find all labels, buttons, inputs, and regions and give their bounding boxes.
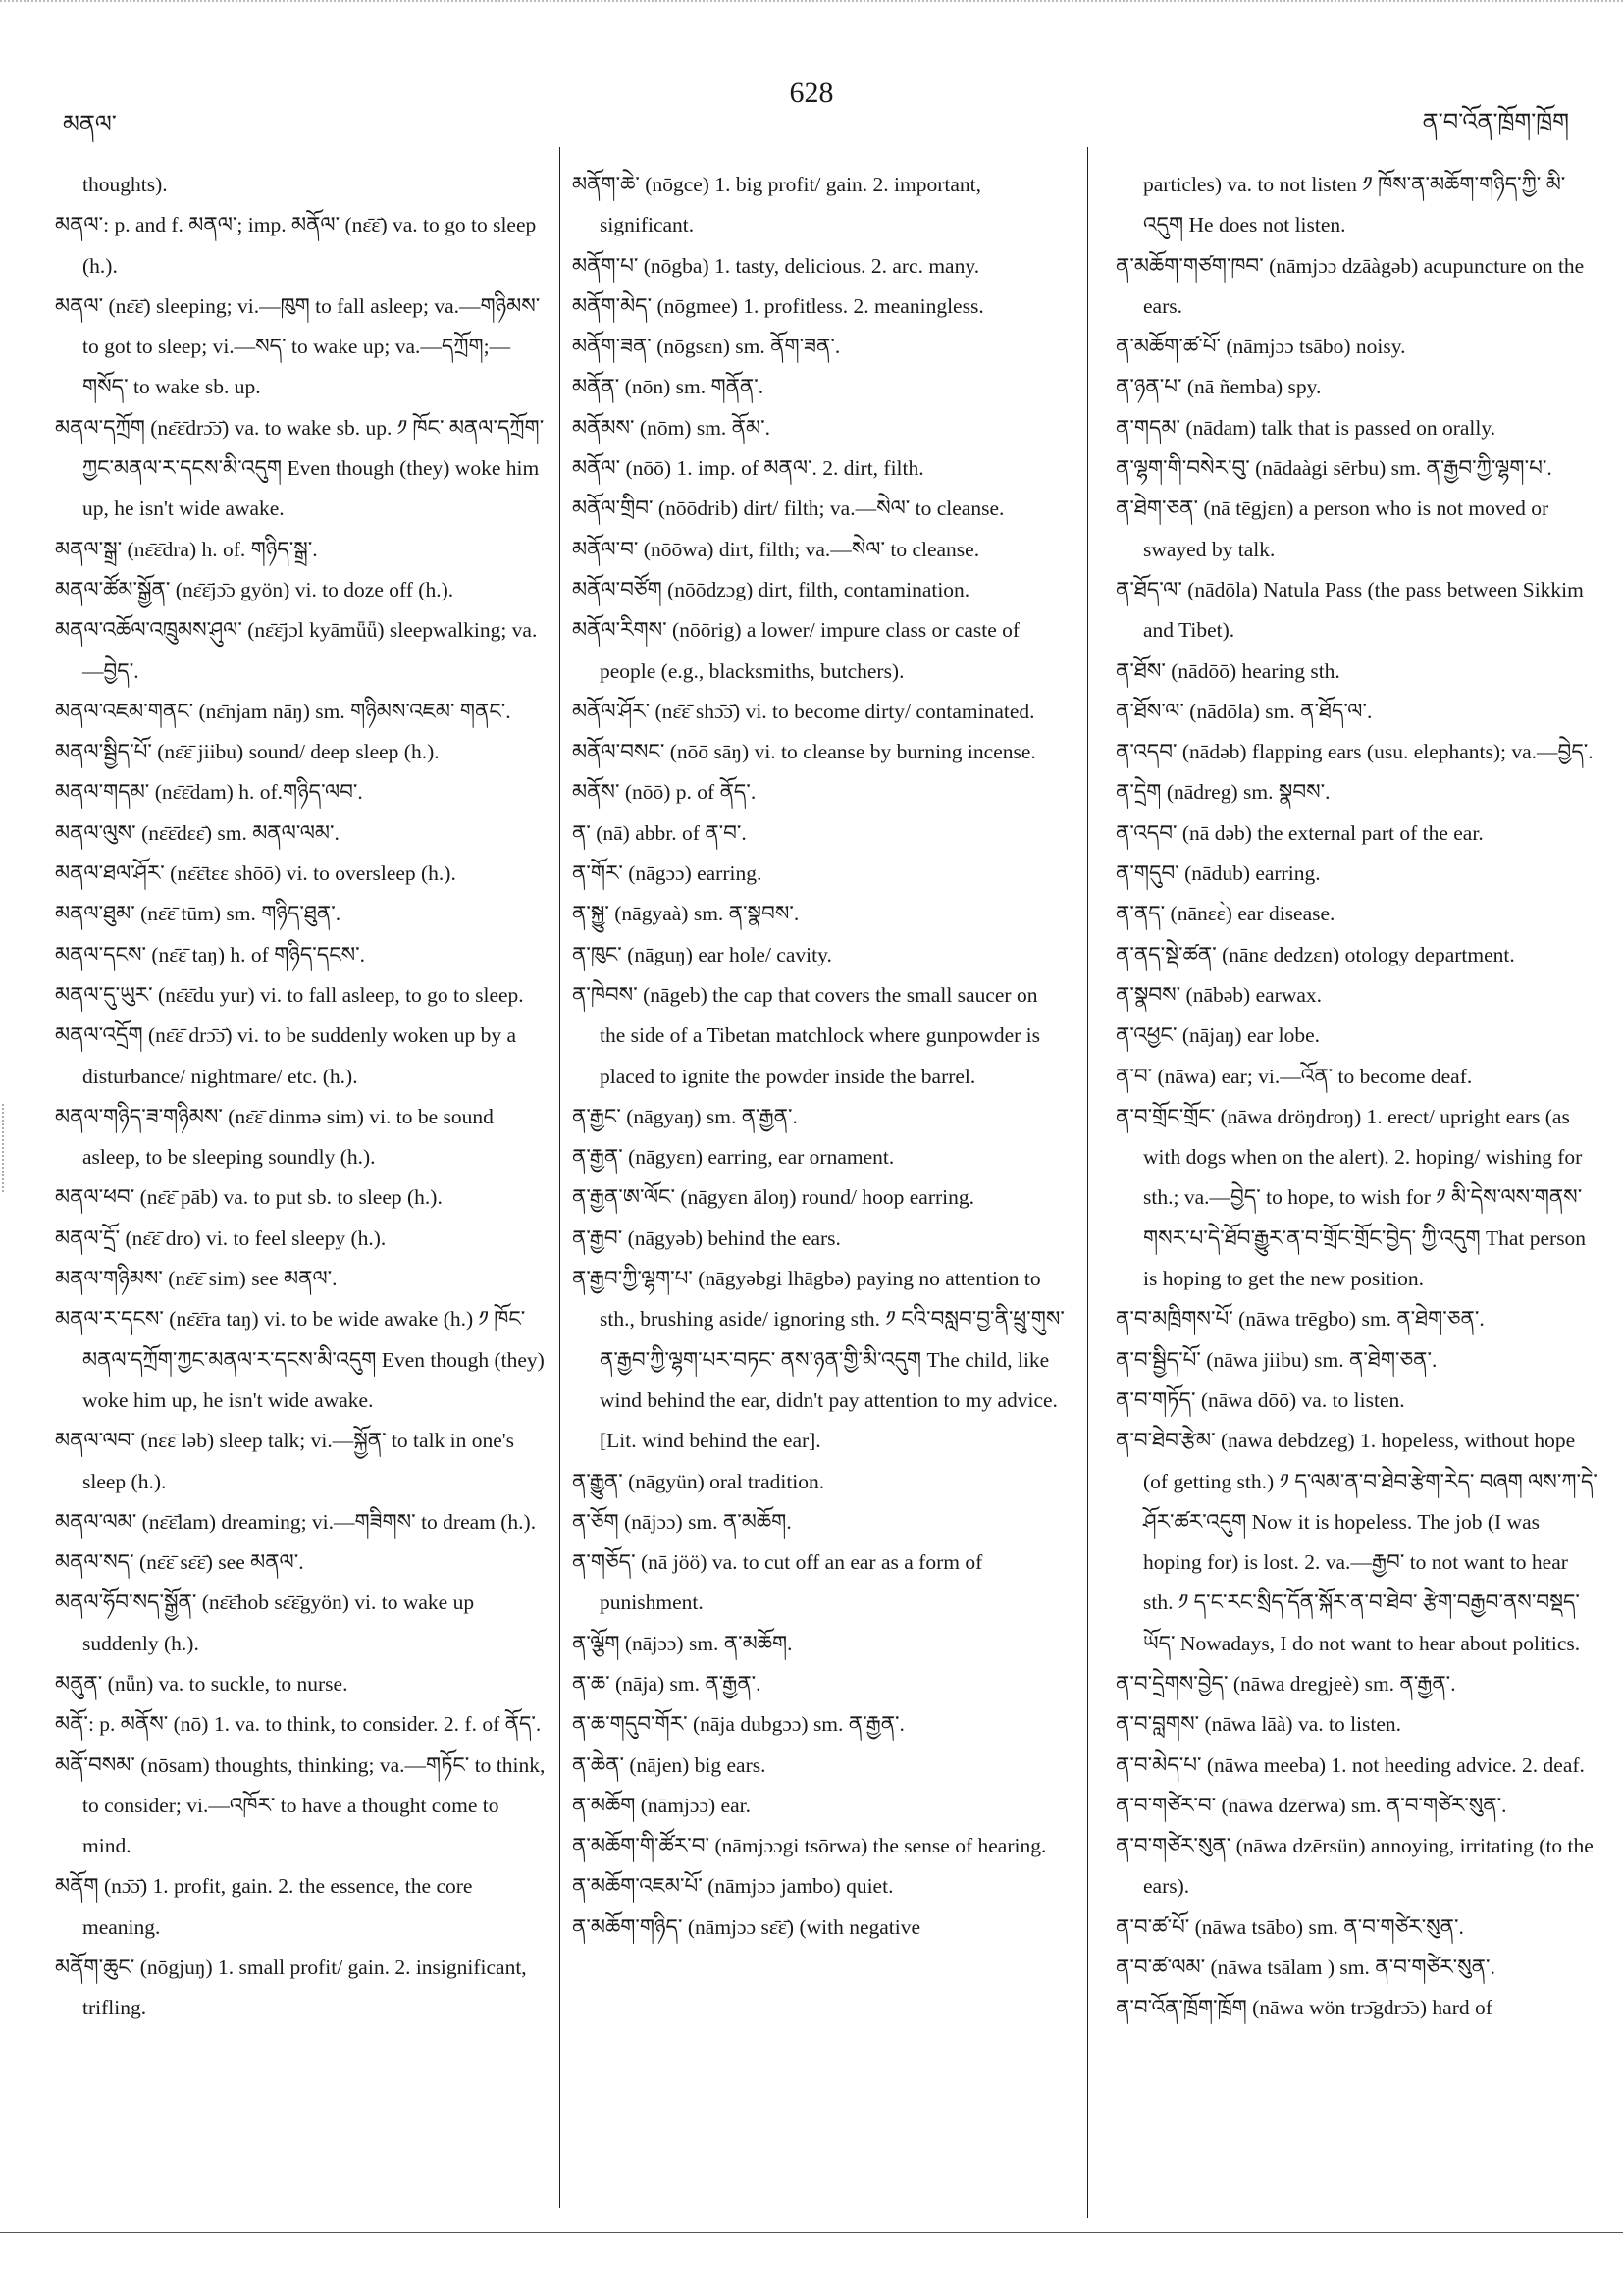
dictionary-entry: ན་མཆོག (nāmjɔɔ) ear.	[572, 1793, 751, 1817]
dictionary-entry: ན་མཆོག་ཚ་པོ་ (nāmjɔɔ tsābo) noisy.	[1116, 335, 1406, 359]
scan-left-edge-mark	[2, 1104, 8, 1192]
dictionary-entry: ན་བ་གཏོད་ (nāwa dōō) va. to listen.	[1116, 1387, 1405, 1412]
dictionary-entry: ན་རྒྱན་ཨ་ལོང་ (nāgyɛn āloŋ) round/ hoop earring.	[572, 1185, 975, 1210]
column-3	[1116, 165, 1601, 2029]
dictionary-entry: ན་ནད་ (nānɛɛ̀) ear disease.	[1116, 902, 1335, 926]
dictionary-entry: མནོ་བསམ་ (nōsam) thoughts, thinking; va.—གཏོང་ to think, to consider; vi.—འཁོར་ to have a thought come to mind.	[55, 1752, 546, 1858]
dictionary-entry: མནོས་ (nōō) p. of ནོད་.	[572, 780, 757, 805]
dictionary-entry: མནལ་གདམ་ (nɛ̄ɛ̄dam) h. of.གཉིད་ལབ་.	[55, 780, 363, 805]
dictionary-entry: མནལ་ཕབ་ (nɛ̄ɛ̄ pāb) va. to put sb. to sleep (h.).	[55, 1185, 443, 1210]
dictionary-entry: ན་རྒྱན་ (nāgyɛn) earring, ear ornament.	[572, 1145, 895, 1170]
dictionary-entry: མནོག་མེད་ (nōgmee) 1. profitless. 2. meaningless.	[572, 293, 984, 318]
dictionary-entry: ན་གོར་ (nāgɔɔ) earring.	[572, 861, 762, 886]
dictionary-entry: ན་ནད་སྡེ་ཚན་ (nānɛ dedzɛn) otology department.	[1116, 942, 1515, 966]
dictionary-entry: མནལ་ར་དངས་ (nɛ̄ɛ̄ra taŋ) vi. to be wide awake (h.) ༡ ཁོང་མནལ་དཀྲོག་ཀྱང་མནལ་ར་དངས་མི་འདུག Even though (they) woke him up, he isn't wide awake.	[55, 1307, 545, 1412]
dictionary-entry: ན་ཐོད་ལ་ (nādōla) Natula Pass (the pass between Sikkim and Tibet).	[1116, 577, 1584, 643]
dictionary-entry: ན་རྒྱུན་ (nāgyün) oral tradition.	[572, 1469, 825, 1493]
dictionary-entry: མནལ་འཆོལ་འཁྲུམས་ཤུལ་ (nɛ̄ɛ̄jɔl kyāmǖǖ) sleepwalking; va.—བྱེད་.	[55, 618, 538, 683]
dictionary-entry: མནལ་དངས་ (nɛ̄ɛ̄ taŋ) h. of གཉིད་དངས་.	[55, 942, 366, 966]
dictionary-entry: ན་ཐོས་ (nādōō) hearing sth.	[1116, 658, 1340, 683]
dictionary-entry: ན་གདམ་ (nādam) talk that is passed on orally.	[1116, 415, 1496, 440]
dictionary-entry: མནོལ་བཙོག (nōōdzɔg) dirt, filth, contamination.	[572, 577, 970, 601]
dictionary-entry: མནོལ་བ་ (nōōwa) dirt, filth; va.—སེལ་ to cleanse.	[572, 537, 980, 561]
dictionary-entry: མནོག་ཆེ་ (nōgce) 1. big profit/ gain. 2. important, significant.	[572, 173, 982, 237]
dictionary-entry: མནལ་ལམ་ (nɛ̄ɛ̄lam) dreaming; vi.—གཟིགས་ to dream (h.).	[55, 1509, 537, 1534]
dictionary-entry: ན་སྐྱུ་ (nāgyaà) sm. ན་སྣབས་.	[572, 902, 800, 926]
dictionary-entry: མནལ་ཐལ་ཤོར་ (nɛ̄ɛ̄tɛɛ shōō) vi. to oversleep (h.).	[55, 861, 456, 886]
dictionary-entry: མནལ་གཉིད་ཟ་གཉིམས་ (nɛ̄ɛ̄ dinmə sim) vi. to be sound asleep, to be sleeping soundly (h.).	[55, 1104, 494, 1170]
dictionary-entry: ན་བ་དྲེགས་བྱེད་ (nāwa dregjeè) sm. ན་རྒྱན་.	[1116, 1671, 1456, 1696]
dictionary-entry: ན་རྒྱང་ (nāgyaŋ) sm. ན་རྒྱན་.	[572, 1104, 798, 1128]
dictionary-entry: མནལ་ལུས་ (nɛ̄ɛ̄dɛɛ̄) sm. མནལ་ལམ་.	[55, 820, 340, 845]
dictionary-entry: ན་རྒྱབ་ཀྱི་ལྷག་པ་ (nāgyəbgi lhāgbə) paying no attention to sth., brushing aside/ ignoring sth. ༡ ངའི་བསླབ་བྱ་ནི་ཕྲུ་གུས་ན་རྒྱབ་ཀྱི་ལྷག་པར་བཏང་ ནས་ཉན་གྱི་མི་འདུག The child, like wind behind the ear, didn't pay attention to my advice. [Lit. wind behind the ear].	[572, 1267, 1065, 1453]
dictionary-entry: ན་བ་ཚ་པོ་ (nāwa tsābo) sm. ན་བ་གཙེར་སུན་.	[1116, 1914, 1464, 1939]
dictionary-entry: ན་ཐེག་ཅན་ (nā tēgjɛn) a person who is not moved or swayed by talk.	[1116, 496, 1549, 561]
dictionary-entry: ན་མཆོག་གི་ཚོར་བ་ (nāmjɔɔgi tsōrwa) the sense of hearing.	[572, 1834, 1047, 1858]
dictionary-entry: མནལ་དཀྲོག (nɛ̄ɛ̄drɔ̄ɔ̄) va. to wake sb. up. ༡ ཁོང་ མནལ་དཀྲོག་ཀྱང་མནལ་ར་དངས་མི་འདུག Even though (they) woke him up, he isn't wide awake.	[55, 415, 545, 521]
dictionary-entry: མནལ་དྲོ་ (nɛ̄ɛ̄ dro) vi. to feel sleepy (h.).	[55, 1226, 387, 1250]
dictionary-entry: ན་ཆ་གདུབ་གོར་ (nāja dubgɔɔ) sm. ན་རྒྱན་.	[572, 1712, 905, 1737]
dictionary-entry: མནལ་སད་ (nɛ̄ɛ̄ sɛ̄ɛ̄) see མནལ་.	[55, 1550, 304, 1575]
dictionary-entry: མནུན་ (nǖn) va. to suckle, to nurse.	[55, 1671, 348, 1696]
dictionary-entry: མནོལ་གྲིབ་ (nōōdrib) dirt/ filth; va.—སེལ་ to cleanse.	[572, 496, 1005, 521]
dictionary-entry: ན་མཆོག་འཇམ་པོ་ (nāmjɔɔ jambo) quiet.	[572, 1874, 894, 1899]
dictionary-entry: ན་བ་འོན་ཁྲོག་ཁྲོག (nāwa wön trɔ̄gdrɔ̄ɔ) hard of	[1116, 1996, 1492, 2020]
dictionary-entry: ན་འཕྱང་ (nājaŋ) ear lobe.	[1116, 1023, 1320, 1048]
dictionary-entry: ན་བ་སྦྱིད་པོ་ (nāwa jiibu) sm. ན་ཐེག་ཅན་.	[1116, 1347, 1438, 1372]
dictionary-entry: མནོལ་རིགས་ (nōōrig) a lower/ impure class or caste of people (e.g., blacksmiths, butchers).	[572, 618, 1021, 683]
dictionary-entry: མནལ་ཐུམ་ (nɛ̄ɛ̄ tūm) sm. གཉིད་ཐུན་.	[55, 902, 341, 926]
column-1	[55, 165, 548, 2029]
dictionary-entry: ན་འདབ་ (nā dəb) the external part of the ear.	[1116, 820, 1484, 845]
dictionary-entry: ན་ཁེབས་ (nāgeb) the cap that covers the small saucer on the side of a Tibetan matchlock where gunpowder is placed to ignite the powder inside the barrel.	[572, 982, 1041, 1088]
dictionary-entry: མནལ་: p. and f. མནལ་; imp. མནོལ་ (nɛ̄ɛ̄) va. to go to sleep (h.).	[55, 213, 537, 278]
dictionary-entry: ན་བ་གཙེར་བ་ (nāwa dzērwa) sm. ན་བ་གཙེར་སུན་.	[1116, 1793, 1507, 1817]
dictionary-entry: མནལ་ལབ་ (nɛ̄ɛ̄ ləb) sleep talk; vi.—སྐྱོན་ to talk in one's sleep (h.).	[55, 1429, 515, 1493]
dictionary-entry: ན་སྣབས་ (nābəb) earwax.	[1116, 982, 1323, 1007]
dictionary-entry: ན་བ་མེད་པ་ (nāwa meeba) 1. not heeding advice. 2. deaf.	[1116, 1752, 1585, 1777]
column-divider-2	[1087, 147, 1088, 2218]
dictionary-entry: མནལ་འདྲོག (nɛ̄ɛ̄ drɔ̄ɔ̄) vi. to be suddenly woken up by a disturbance/ nightmare/ etc. (h.).	[55, 1023, 517, 1088]
dictionary-entry: ན་རྒྱབ་ (nāgyəb) behind the ears.	[572, 1226, 841, 1250]
dictionary-entry: ན་ (nā) abbr. of ན་བ་.	[572, 820, 747, 845]
dictionary-entry: མནོལ་ཤོར་ (nɛ̄ɛ̄ shɔ̄ɔ̄) vi. to become dirty/ contaminated.	[572, 699, 1035, 723]
dictionary-entry: thoughts).	[82, 173, 168, 196]
dictionary-entry: ན་དྲེག (nādreg) sm. སྣབས་.	[1116, 780, 1331, 805]
dictionary-entry: ན་ཉན་པ་ (nā ñemba) spy.	[1116, 375, 1322, 399]
dictionary-entry: མནལ་སྦྱིད་པོ་ (nɛ̄ɛ̄ jiibu) sound/ deep sleep (h.).	[55, 740, 440, 764]
dictionary-entry: ན་ཅོག (nājɔɔ) sm. ན་མཆོག.	[572, 1509, 792, 1534]
dictionary-entry: མནོ་: p. མནོས་ (nō) 1. va. to think, to consider. 2. f. of ནོད་.	[55, 1712, 542, 1737]
dictionary-entry: ན་ཐོས་ལ་ (nādōla) sm. ན་ཐོད་ལ་.	[1116, 699, 1373, 723]
scan-top-edge	[0, 0, 1623, 10]
dictionary-entry: ན་གཅོད་ (nā jöö) va. to cut off an ear as a form of punishment.	[572, 1550, 983, 1615]
dictionary-entry: ན་ཆ་ (nāja) sm. ན་རྒྱན་.	[572, 1671, 761, 1696]
dictionary-entry: ན་ལྕོག (nājɔɔ) sm. ན་མཆོག.	[572, 1631, 793, 1655]
dictionary-entry: མནལ་ཧོབ་སད་སྒྱོན་ (nɛ̄ɛ̄hob sɛ̄ɛ̄gyön) vi. to wake up suddenly (h.).	[55, 1591, 475, 1655]
dictionary-entry: particles) va. to not listen ༡ ཁོས་ན་མཆོག་གཉིད་ཀྱི་ མི་འདུག He does not listen.	[1143, 173, 1566, 237]
dictionary-entry: ན་ཆེན་ (nājen) big ears.	[572, 1752, 766, 1777]
dictionary-entry: ན་བ་ཚ་ལམ་ (nāwa tsālam ) sm. ན་བ་གཙེར་སུན་.	[1116, 1956, 1495, 1980]
dictionary-entry: མནལ་གཉིམས་ (nɛ̄ɛ̄ sim) see མནལ་.	[55, 1267, 338, 1291]
dictionary-entry: ན་བ་ (nāwa) ear; vi.—འོན་ to become deaf.	[1116, 1064, 1473, 1088]
column-divider-1	[559, 147, 560, 2208]
dictionary-entry: མནལ་ཚོམ་སྒྱོན་ (nɛ̄ɛ̄jɔ̄ɔ gyön) vi. to doze off (h.).	[55, 577, 454, 601]
dictionary-entry: ན་འདབ་ (nādəb) flapping ears (usu. elephants); va.—བྱེད་.	[1116, 740, 1594, 764]
dictionary-entry: མནོལ་ (nōō) 1. imp. of མནལ་. 2. dirt, filth.	[572, 456, 924, 481]
dictionary-entry: ན་བ་གཙེར་སུན་ (nāwa dzērsün) annoying, irritating (to the ears).	[1116, 1834, 1594, 1899]
dictionary-entry: མནོན་ (nōn) sm. གནོན་.	[572, 375, 764, 399]
running-head-left: མནལ་	[63, 112, 117, 137]
dictionary-entry: མནོག་པ་ (nōgba) 1. tasty, delicious. 2. arc. many.	[572, 253, 980, 278]
dictionary-entry: མནོམས་ (nōm) sm. ནོམ་.	[572, 415, 771, 440]
running-head-right: ན་བ་འོན་ཁྲོག་ཁྲོག	[1422, 110, 1569, 135]
dictionary-entry: མནོག་ཆུང་ (nōgjuŋ) 1. small profit/ gain. 2. insignificant, trifling.	[55, 1956, 527, 2020]
dictionary-entry: ན་བ་ཐེབ་རྩེམ་ (nāwa dēbdzeg) 1. hopeless, without hope (of getting sth.) ༡ ད་ལམ་ན་བ་ཐེབ་རྩེག་རེད་ བཞག ལས་ཀ་དེ་ཤོར་ཚར་འདུག Now it is hopeless. The job (I was hoping for) is lost. 2. va.—རྒྱབ་ to not want to hear sth. ༡ ད་ང་རང་སྲིད་དོན་སྐོར་ན་བ་ཐེབ་ རྩེག་བརྒྱབ་ནས་བསྡད་ཡོད་ Nowadays, I do not want to hear about politics.	[1116, 1429, 1597, 1655]
dictionary-entry: ན་གདུབ་ (nādub) earring.	[1116, 861, 1321, 886]
dictionary-entry: མནལ་འཇམ་གནང་ (nɛ̄njam nāŋ) sm. གཉིམས་འཇམ་ གནང་.	[55, 699, 511, 723]
dictionary-entry: ན་ཁུང་ (nāguŋ) ear hole/ cavity.	[572, 942, 832, 966]
dictionary-entry: ན་བ་བླགས་ (nāwa lāà) va. to listen.	[1116, 1712, 1402, 1737]
dictionary-entry: མནོག (nɔ̄ɔ̄) 1. profit, gain. 2. the essence, the core meaning.	[55, 1874, 473, 1939]
dictionary-entry: མནོལ་བསང་ (nōō sāŋ) vi. to cleanse by burning incense.	[572, 740, 1036, 764]
dictionary-entry: མནོག་ཟན་ (nōgsɛn) sm. ནོག་ཟན་.	[572, 335, 841, 359]
dictionary-entry: ན་ལྷག་གི་བསེར་བུ་ (nādaàgi sērbu) sm. ན་རྒྱབ་ཀྱི་ལྷག་པ་.	[1116, 456, 1552, 481]
dictionary-entry: མནལ་ (nɛ̄ɛ̄) sleeping; vi.—ཁུག to fall asleep; va.—གཉིམས་ to got to sleep; vi.—སད་ to wake up; va.—དཀྲོག;—གསོད་ to wake sb. up.	[55, 293, 541, 399]
dictionary-entry: མནལ་སྒྲ་ (nɛ̄ɛ̄dra) h. of. གཉིད་སྒྲ་.	[55, 537, 318, 561]
bottom-rule	[0, 2232, 1623, 2233]
page-number: 628	[789, 77, 834, 109]
dictionary-entry: ན་མཆོག་གཉིད་ (nāmjɔɔ sɛ̄ɛ̄) (with negative	[572, 1914, 921, 1939]
dictionary-entry: ན་མཆོག་གཙག་ཁབ་ (nāmjɔɔ dzāàgəb) acupuncture on the ears.	[1116, 253, 1585, 318]
dictionary-entry: ན་བ་མཁྲིགས་པོ་ (nāwa trēgbo) sm. ན་ཐེག་ཅན་.	[1116, 1307, 1485, 1331]
dictionary-entry: མནལ་དུ་ཡུར་ (nɛ̄ɛ̄du yur) vi. to fall asleep, to go to sleep.	[55, 982, 524, 1007]
column-2	[572, 165, 1065, 1948]
dictionary-entry: ན་བ་གྲོང་གྲོང་ (nāwa dröŋdroŋ) 1. erect/ upright ears (as with dogs when on the alert). 2. hoping/ wishing for sth.; va.—བྱེད་ to hope, to wish for ༡ མི་དེས་ལས་གནས་གསར་པ་དེ་ཐོབ་རྒྱུར་ན་བ་གྲོང་གྲོང་བྱེད་ ཀྱི་འདུག That person is hoping to get the new position.	[1116, 1104, 1587, 1291]
